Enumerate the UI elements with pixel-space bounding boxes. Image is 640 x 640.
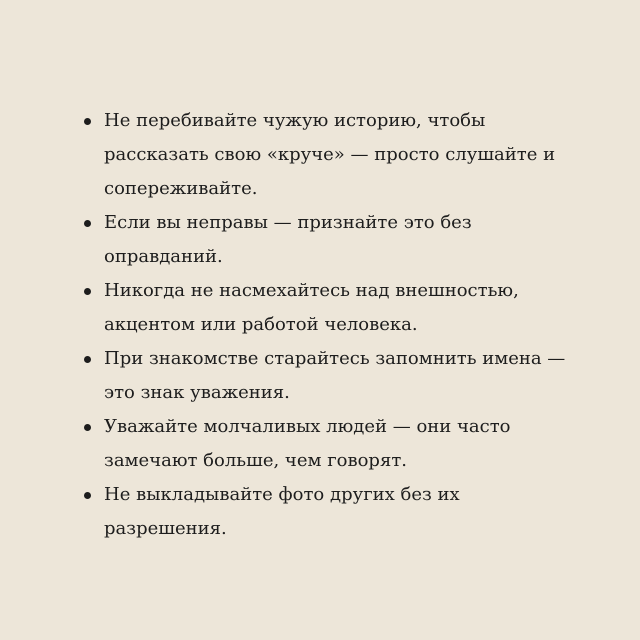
rule-item — [80, 104, 580, 206]
rule-text: Уважайте молчаливых людей — они часто замечают больше, чем говорят. — [104, 416, 511, 471]
bullet-dot-icon — [84, 288, 91, 295]
etiquette-rules-list — [80, 104, 580, 546]
rule-item — [80, 478, 580, 546]
bullet-dot-icon — [84, 492, 91, 499]
rule-text: Не выкладывайте фото других без их разрешения. — [104, 484, 460, 539]
rule-item — [80, 342, 580, 410]
rule-text: Если вы неправы — признайте это без оправданий. — [104, 212, 472, 267]
rule-text: Никогда не насмехайтесь над внешностью, акцентом или работой человека. — [104, 280, 519, 335]
bullet-dot-icon — [84, 118, 91, 125]
rule-text: При знакомстве старайтесь запомнить имена — это знак уважения. — [104, 348, 566, 403]
rule-item — [80, 410, 580, 478]
bullet-dot-icon — [84, 220, 91, 227]
rule-text: Не перебивайте чужую историю, чтобы рассказать свою «круче» — просто слушайте и сопереживайте. — [104, 110, 556, 199]
rule-item — [80, 274, 580, 342]
bullet-dot-icon — [84, 356, 91, 363]
bullet-dot-icon — [84, 424, 91, 431]
rule-item — [80, 206, 580, 274]
